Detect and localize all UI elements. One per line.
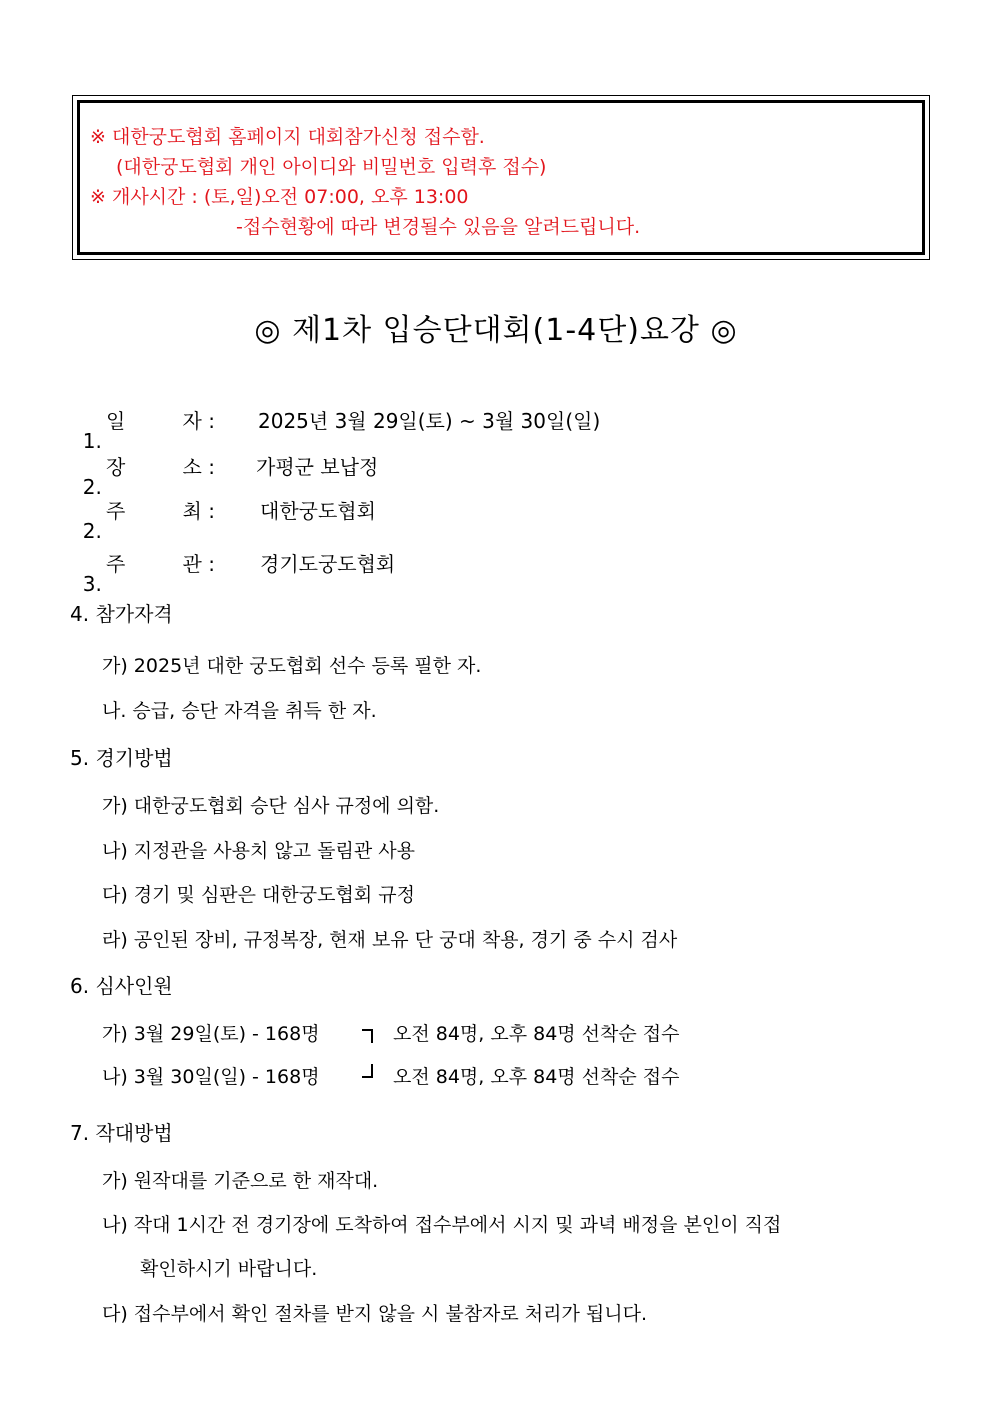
- field-number: 3.: [82, 572, 102, 596]
- field-label: 주 관 :: [106, 552, 215, 576]
- field-number: 2.: [82, 475, 102, 499]
- list-item: 가) 대한궁도협회 승단 심사 규정에 의함.: [102, 795, 440, 817]
- quota-item-right: 오전 84명, 오후 84명 선착순 접수: [393, 1023, 680, 1045]
- list-item: 나) 지정관을 사용치 않고 돌림관 사용: [102, 840, 415, 862]
- notice-line-2: (대한궁도협회 개인 아이디와 비밀번호 입력후 접수): [116, 156, 547, 178]
- bracket-bottom-icon: [362, 1064, 373, 1078]
- section-heading-method: 5. 경기방법: [70, 746, 173, 770]
- list-item: 나) 작대 1시간 전 경기장에 도착하여 접수부에서 시지 및 과녁 배정을 본인이 직접: [102, 1214, 782, 1236]
- notice-box-inner: [77, 100, 925, 255]
- quota-item-right: 오전 84명, 오후 84명 선착순 접수: [393, 1066, 680, 1088]
- bracket-top-icon: [362, 1029, 373, 1043]
- list-item: 가) 2025년 대한 궁도협회 선수 등록 필한 자.: [102, 655, 482, 677]
- field-number: 2.: [82, 519, 102, 543]
- list-item: 라) 공인된 장비, 규정복장, 현재 보유 단 궁대 착용, 경기 중 수시 검사: [102, 929, 678, 951]
- notice-box: [72, 95, 930, 260]
- section-heading-eligibility: 4. 참가자격: [70, 602, 173, 626]
- notice-line-3: ※ 개사시간 : (토,일)오전 07:00, 오후 13:00: [90, 186, 469, 208]
- notice-line-1: ※ 대한궁도협회 홈페이지 대회참가신청 접수함.: [90, 126, 485, 148]
- field-value: 가평군 보납정: [256, 455, 379, 479]
- field-value: 대한궁도협회: [260, 499, 376, 523]
- section-heading-quota: 6. 심사인원: [70, 974, 173, 998]
- list-item: 나. 승급, 승단 자격을 취득 한 자.: [102, 700, 377, 722]
- quota-item-left: 가) 3월 29일(토) - 168명: [102, 1023, 320, 1045]
- field-label: 주 최 :: [106, 499, 215, 523]
- field-value: 2025년 3월 29일(토) ~ 3월 30일(일): [258, 409, 601, 433]
- list-item: 다) 경기 및 심판은 대한궁도협회 규정: [102, 884, 415, 906]
- field-value: 경기도궁도협회: [260, 552, 396, 576]
- field-label: 일 자 :: [106, 409, 215, 433]
- section-heading-assignment: 7. 작대방법: [70, 1121, 173, 1145]
- quota-item-left: 나) 3월 30일(일) - 168명: [102, 1066, 320, 1088]
- list-item: 다) 접수부에서 확인 절차를 받지 않을 시 불참자로 처리가 됩니다.: [102, 1303, 648, 1325]
- notice-line-4: -접수현황에 따라 변경될수 있음을 알려드립니다.: [236, 216, 641, 238]
- page-title: ◎ 제1차 입승단대회(1-4단)요강 ◎: [254, 313, 738, 348]
- field-label: 장 소 :: [106, 455, 215, 479]
- list-item-continuation: 확인하시기 바랍니다.: [140, 1258, 318, 1280]
- list-item: 가) 원작대를 기준으로 한 재작대.: [102, 1170, 379, 1192]
- field-number: 1.: [82, 429, 102, 453]
